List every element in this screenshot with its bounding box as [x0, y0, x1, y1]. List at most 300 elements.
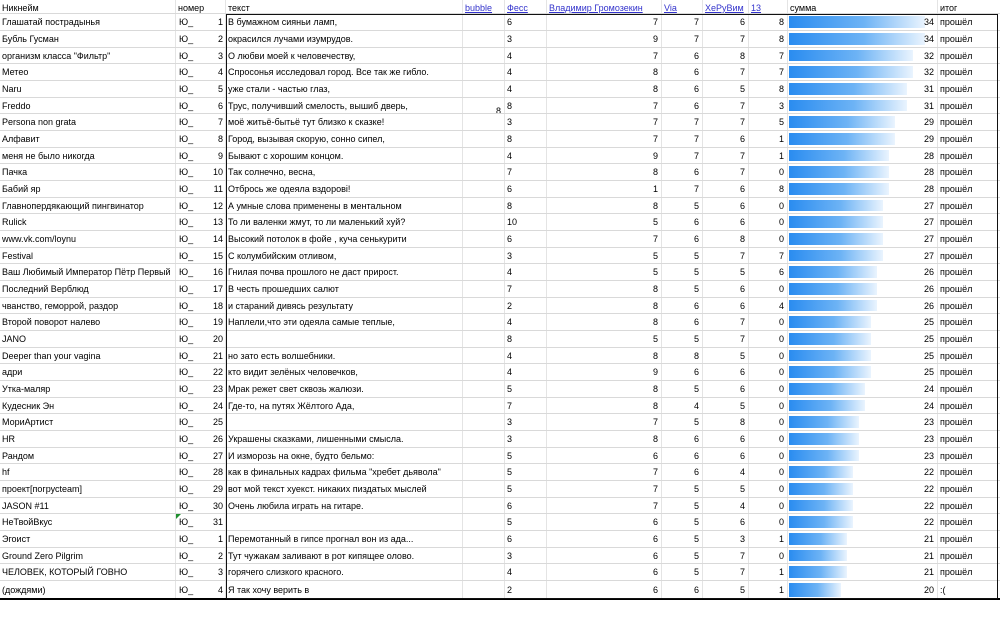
- fess-link[interactable]: Фесс: [507, 3, 528, 13]
- bubble-cell[interactable]: [463, 464, 505, 480]
- header-13[interactable]: [749, 0, 788, 13]
- via-cell[interactable]: [662, 64, 703, 80]
- result-cell[interactable]: [938, 214, 1000, 230]
- thirteen-cell[interactable]: [749, 414, 788, 430]
- number-cell[interactable]: [176, 148, 226, 163]
- sum-cell[interactable]: [788, 481, 938, 497]
- herum-cell[interactable]: [703, 264, 749, 280]
- via-cell[interactable]: [662, 148, 703, 163]
- sum-cell[interactable]: [788, 514, 938, 530]
- text-cell[interactable]: [226, 531, 463, 547]
- via-cell[interactable]: [662, 81, 703, 97]
- vladimir-cell[interactable]: [547, 498, 662, 513]
- via-cell[interactable]: [662, 331, 703, 347]
- via-cell[interactable]: [662, 31, 703, 47]
- text-cell[interactable]: [226, 214, 463, 230]
- result-cell[interactable]: [938, 114, 1000, 130]
- nickname-cell[interactable]: [0, 264, 176, 280]
- result-cell[interactable]: [938, 564, 1000, 580]
- sum-cell[interactable]: [788, 331, 938, 347]
- text-cell[interactable]: [226, 464, 463, 480]
- thirteen-cell[interactable]: [749, 331, 788, 347]
- nickname-cell[interactable]: [0, 14, 176, 30]
- vladimir-cell[interactable]: [547, 248, 662, 263]
- vladimir-cell[interactable]: [547, 348, 662, 363]
- thirteen-cell[interactable]: [749, 498, 788, 513]
- result-cell[interactable]: [938, 581, 1000, 599]
- text-cell[interactable]: [226, 431, 463, 447]
- sum-cell[interactable]: [788, 348, 938, 363]
- fess-cell[interactable]: [505, 548, 547, 563]
- bubble-link[interactable]: bubble: [465, 3, 493, 13]
- herum-cell[interactable]: [703, 64, 749, 80]
- text-cell[interactable]: [226, 14, 463, 30]
- vladimir-cell[interactable]: [547, 514, 662, 530]
- number-cell[interactable]: [176, 481, 226, 497]
- fess-cell[interactable]: [505, 498, 547, 513]
- herum-cell[interactable]: [703, 314, 749, 330]
- header-sum[interactable]: сумма: [788, 0, 938, 13]
- number-cell[interactable]: [176, 531, 226, 547]
- herum-cell[interactable]: [703, 248, 749, 263]
- number-cell[interactable]: [176, 331, 226, 347]
- sum-cell[interactable]: [788, 48, 938, 63]
- number-cell[interactable]: [176, 448, 226, 463]
- thirteen-cell[interactable]: [749, 281, 788, 297]
- thirteen-cell[interactable]: [749, 181, 788, 197]
- vladimir-cell[interactable]: [547, 398, 662, 413]
- via-cell[interactable]: [662, 98, 703, 113]
- bubble-cell[interactable]: [463, 14, 505, 30]
- fess-cell[interactable]: [505, 231, 547, 247]
- result-cell[interactable]: [938, 181, 1000, 197]
- text-cell[interactable]: [226, 581, 463, 599]
- text-cell[interactable]: [226, 564, 463, 580]
- fess-cell[interactable]: [505, 114, 547, 130]
- herum-cell[interactable]: [703, 548, 749, 563]
- result-cell[interactable]: [938, 464, 1000, 480]
- sum-cell[interactable]: [788, 314, 938, 330]
- thirteen-cell[interactable]: [749, 464, 788, 480]
- nickname-cell[interactable]: [0, 531, 176, 547]
- nickname-cell[interactable]: [0, 364, 176, 380]
- herum-cell[interactable]: [703, 231, 749, 247]
- sum-cell[interactable]: [788, 14, 938, 30]
- vladimir-cell[interactable]: [547, 281, 662, 297]
- text-cell[interactable]: [226, 264, 463, 280]
- fess-cell[interactable]: [505, 481, 547, 497]
- fess-cell[interactable]: [505, 364, 547, 380]
- result-cell[interactable]: [938, 498, 1000, 513]
- nickname-cell[interactable]: [0, 448, 176, 463]
- sum-cell[interactable]: [788, 531, 938, 547]
- fess-cell[interactable]: [505, 81, 547, 97]
- text-cell[interactable]: [226, 248, 463, 263]
- bubble-cell[interactable]: [463, 348, 505, 363]
- number-cell[interactable]: [176, 31, 226, 47]
- vladimir-cell[interactable]: [547, 31, 662, 47]
- via-cell[interactable]: [662, 581, 703, 599]
- via-cell[interactable]: [662, 364, 703, 380]
- text-cell[interactable]: [226, 514, 463, 530]
- bubble-cell[interactable]: [463, 298, 505, 313]
- via-cell[interactable]: [662, 448, 703, 463]
- bubble-cell[interactable]: [463, 448, 505, 463]
- via-cell[interactable]: [662, 314, 703, 330]
- header-vladimir[interactable]: [547, 0, 662, 13]
- number-cell[interactable]: [176, 14, 226, 30]
- herum-cell[interactable]: [703, 181, 749, 197]
- fess-cell[interactable]: [505, 314, 547, 330]
- thirteen-cell[interactable]: [749, 448, 788, 463]
- nickname-cell[interactable]: [0, 214, 176, 230]
- result-cell[interactable]: [938, 264, 1000, 280]
- bubble-cell[interactable]: [463, 531, 505, 547]
- vladimir-cell[interactable]: [547, 64, 662, 80]
- text-cell[interactable]: [226, 31, 463, 47]
- number-cell[interactable]: [176, 131, 226, 147]
- herum-cell[interactable]: [703, 464, 749, 480]
- thirteen-cell[interactable]: [749, 431, 788, 447]
- bubble-cell[interactable]: [463, 114, 505, 130]
- text-cell[interactable]: [226, 181, 463, 197]
- result-cell[interactable]: [938, 364, 1000, 380]
- text-cell[interactable]: [226, 348, 463, 363]
- via-link[interactable]: Via: [664, 3, 677, 13]
- result-cell[interactable]: [938, 298, 1000, 313]
- number-cell[interactable]: [176, 248, 226, 263]
- number-cell[interactable]: [176, 514, 226, 530]
- herum-cell[interactable]: [703, 148, 749, 163]
- sum-cell[interactable]: [788, 298, 938, 313]
- via-cell[interactable]: [662, 381, 703, 397]
- herum-cell[interactable]: [703, 364, 749, 380]
- fess-cell[interactable]: [505, 531, 547, 547]
- text-cell[interactable]: [226, 114, 463, 130]
- text-cell[interactable]: [226, 398, 463, 413]
- thirteen-cell[interactable]: [749, 81, 788, 97]
- result-cell[interactable]: [938, 431, 1000, 447]
- thirteen-cell[interactable]: [749, 398, 788, 413]
- via-cell[interactable]: [662, 198, 703, 213]
- nickname-cell[interactable]: [0, 548, 176, 563]
- fess-cell[interactable]: [505, 31, 547, 47]
- thirteen-cell[interactable]: [749, 314, 788, 330]
- fess-cell[interactable]: [505, 198, 547, 213]
- vladimir-cell[interactable]: [547, 114, 662, 130]
- text-cell[interactable]: [226, 498, 463, 513]
- bubble-cell[interactable]: [463, 581, 505, 599]
- number-cell[interactable]: [176, 398, 226, 413]
- text-cell[interactable]: [226, 48, 463, 63]
- sum-cell[interactable]: [788, 448, 938, 463]
- nickname-cell[interactable]: [0, 331, 176, 347]
- sum-cell[interactable]: [788, 498, 938, 513]
- nickname-cell[interactable]: [0, 298, 176, 313]
- herum-cell[interactable]: [703, 431, 749, 447]
- nickname-cell[interactable]: [0, 98, 176, 113]
- thirteen-cell[interactable]: [749, 148, 788, 163]
- fess-cell[interactable]: [505, 14, 547, 30]
- number-cell[interactable]: [176, 164, 226, 180]
- via-cell[interactable]: [662, 214, 703, 230]
- herum-cell[interactable]: [703, 398, 749, 413]
- bubble-cell[interactable]: [463, 314, 505, 330]
- fess-cell[interactable]: [505, 248, 547, 263]
- sum-cell[interactable]: [788, 581, 938, 599]
- herum-cell[interactable]: [703, 198, 749, 213]
- vladimir-cell[interactable]: [547, 148, 662, 163]
- header-result[interactable]: итог: [940, 3, 958, 13]
- vladimir-cell[interactable]: [547, 548, 662, 563]
- vladimir-cell[interactable]: [547, 414, 662, 430]
- result-cell[interactable]: [938, 14, 1000, 30]
- via-cell[interactable]: [662, 431, 703, 447]
- sum-cell[interactable]: [788, 98, 938, 113]
- herum-cell[interactable]: [703, 298, 749, 313]
- vladimir-cell[interactable]: [547, 448, 662, 463]
- number-cell[interactable]: [176, 281, 226, 297]
- bubble-cell[interactable]: [463, 264, 505, 280]
- thirteen-cell[interactable]: [749, 31, 788, 47]
- bubble-cell[interactable]: [463, 81, 505, 97]
- sum-cell[interactable]: [788, 81, 938, 97]
- sum-cell[interactable]: [788, 64, 938, 80]
- fess-cell[interactable]: [505, 264, 547, 280]
- bubble-cell[interactable]: [463, 564, 505, 580]
- text-cell[interactable]: [226, 281, 463, 297]
- vladimir-cell[interactable]: [547, 481, 662, 497]
- number-cell[interactable]: [176, 198, 226, 213]
- text-cell[interactable]: [226, 64, 463, 80]
- fess-cell[interactable]: [505, 398, 547, 413]
- vladimir-cell[interactable]: [547, 464, 662, 480]
- via-cell[interactable]: [662, 114, 703, 130]
- fess-cell[interactable]: [505, 381, 547, 397]
- thirteen-link[interactable]: 13: [751, 3, 762, 13]
- result-cell[interactable]: [938, 31, 1000, 47]
- text-cell[interactable]: [226, 81, 463, 97]
- nickname-cell[interactable]: [0, 348, 176, 363]
- thirteen-cell[interactable]: [749, 214, 788, 230]
- sum-cell[interactable]: [788, 181, 938, 197]
- result-cell[interactable]: [938, 381, 1000, 397]
- fess-cell[interactable]: [505, 581, 547, 599]
- thirteen-cell[interactable]: [749, 264, 788, 280]
- herum-cell[interactable]: [703, 498, 749, 513]
- result-cell[interactable]: [938, 131, 1000, 147]
- bubble-cell[interactable]: [463, 131, 505, 147]
- fess-cell[interactable]: [505, 281, 547, 297]
- via-cell[interactable]: [662, 564, 703, 580]
- nickname-cell[interactable]: [0, 181, 176, 197]
- nickname-cell[interactable]: [0, 581, 176, 599]
- number-cell[interactable]: [176, 564, 226, 580]
- herum-cell[interactable]: [703, 114, 749, 130]
- vladimir-cell[interactable]: [547, 364, 662, 380]
- vladimir-cell[interactable]: [547, 214, 662, 230]
- herum-cell[interactable]: [703, 214, 749, 230]
- nickname-cell[interactable]: [0, 414, 176, 430]
- result-cell[interactable]: [938, 148, 1000, 163]
- nickname-cell[interactable]: [0, 148, 176, 163]
- thirteen-cell[interactable]: [749, 98, 788, 113]
- nickname-cell[interactable]: [0, 281, 176, 297]
- sum-cell[interactable]: [788, 281, 938, 297]
- result-cell[interactable]: [938, 281, 1000, 297]
- result-cell[interactable]: [938, 348, 1000, 363]
- fess-cell[interactable]: [505, 298, 547, 313]
- thirteen-cell[interactable]: [749, 531, 788, 547]
- via-cell[interactable]: [662, 164, 703, 180]
- bubble-cell[interactable]: [463, 164, 505, 180]
- bubble-cell[interactable]: [463, 481, 505, 497]
- fess-cell[interactable]: [505, 564, 547, 580]
- sum-cell[interactable]: [788, 381, 938, 397]
- nickname-cell[interactable]: [0, 248, 176, 263]
- via-cell[interactable]: [662, 48, 703, 63]
- fess-cell[interactable]: [505, 64, 547, 80]
- sum-cell[interactable]: [788, 148, 938, 163]
- nickname-cell[interactable]: [0, 114, 176, 130]
- result-cell[interactable]: [938, 414, 1000, 430]
- thirteen-cell[interactable]: [749, 248, 788, 263]
- vladimir-cell[interactable]: [547, 581, 662, 599]
- header-bubble[interactable]: [463, 0, 505, 13]
- herum-cell[interactable]: [703, 414, 749, 430]
- text-cell[interactable]: [226, 131, 463, 147]
- result-cell[interactable]: [938, 548, 1000, 563]
- nickname-cell[interactable]: [0, 198, 176, 213]
- bubble-cell[interactable]: [463, 498, 505, 513]
- bubble-cell[interactable]: [463, 364, 505, 380]
- number-cell[interactable]: [176, 548, 226, 563]
- thirteen-cell[interactable]: [749, 131, 788, 147]
- herum-cell[interactable]: [703, 98, 749, 113]
- nickname-cell[interactable]: [0, 514, 176, 530]
- via-cell[interactable]: [662, 464, 703, 480]
- number-cell[interactable]: [176, 48, 226, 63]
- fess-cell[interactable]: [505, 514, 547, 530]
- thirteen-cell[interactable]: [749, 64, 788, 80]
- fess-cell[interactable]: [505, 448, 547, 463]
- number-cell[interactable]: [176, 181, 226, 197]
- number-cell[interactable]: [176, 498, 226, 513]
- text-cell[interactable]: [226, 98, 463, 113]
- bubble-cell[interactable]: [463, 548, 505, 563]
- sum-cell[interactable]: [788, 114, 938, 130]
- vladimir-cell[interactable]: [547, 314, 662, 330]
- sum-cell[interactable]: [788, 364, 938, 380]
- text-cell[interactable]: [226, 414, 463, 430]
- vladimir-cell[interactable]: [547, 48, 662, 63]
- nickname-cell[interactable]: [0, 464, 176, 480]
- result-cell[interactable]: [938, 448, 1000, 463]
- herum-cell[interactable]: [703, 31, 749, 47]
- vladimir-cell[interactable]: [547, 181, 662, 197]
- number-cell[interactable]: [176, 381, 226, 397]
- sum-cell[interactable]: [788, 248, 938, 263]
- herum-cell[interactable]: [703, 481, 749, 497]
- sum-cell[interactable]: [788, 564, 938, 580]
- text-cell[interactable]: [226, 314, 463, 330]
- text-cell[interactable]: [226, 148, 463, 163]
- bubble-cell[interactable]: [463, 231, 505, 247]
- sum-cell[interactable]: [788, 131, 938, 147]
- via-cell[interactable]: [662, 248, 703, 263]
- bubble-cell[interactable]: [463, 248, 505, 263]
- nickname-cell[interactable]: [0, 48, 176, 63]
- text-cell[interactable]: [226, 364, 463, 380]
- result-cell[interactable]: [938, 231, 1000, 247]
- text-cell[interactable]: [226, 481, 463, 497]
- herum-cell[interactable]: [703, 381, 749, 397]
- via-cell[interactable]: [662, 131, 703, 147]
- herum-cell[interactable]: [703, 14, 749, 30]
- bubble-cell[interactable]: [463, 48, 505, 63]
- thirteen-cell[interactable]: [749, 364, 788, 380]
- bubble-cell[interactable]: [463, 64, 505, 80]
- result-cell[interactable]: [938, 81, 1000, 97]
- text-cell[interactable]: [226, 548, 463, 563]
- nickname-cell[interactable]: [0, 564, 176, 580]
- result-cell[interactable]: [938, 531, 1000, 547]
- sum-cell[interactable]: [788, 464, 938, 480]
- bubble-cell[interactable]: [463, 214, 505, 230]
- text-cell[interactable]: [226, 381, 463, 397]
- thirteen-cell[interactable]: [749, 298, 788, 313]
- result-cell[interactable]: [938, 98, 1000, 113]
- bubble-cell[interactable]: [463, 431, 505, 447]
- bubble-cell[interactable]: [463, 198, 505, 213]
- fess-cell[interactable]: [505, 414, 547, 430]
- vladimir-cell[interactable]: [547, 431, 662, 447]
- fess-cell[interactable]: [505, 48, 547, 63]
- sum-cell[interactable]: [788, 548, 938, 563]
- number-cell[interactable]: [176, 231, 226, 247]
- fess-cell[interactable]: [505, 348, 547, 363]
- bubble-cell[interactable]: [463, 31, 505, 47]
- thirteen-cell[interactable]: [749, 14, 788, 30]
- sum-cell[interactable]: [788, 198, 938, 213]
- result-cell[interactable]: [938, 248, 1000, 263]
- via-cell[interactable]: [662, 14, 703, 30]
- result-cell[interactable]: [938, 314, 1000, 330]
- thirteen-cell[interactable]: [749, 348, 788, 363]
- fess-cell[interactable]: [505, 431, 547, 447]
- sum-cell[interactable]: [788, 414, 938, 430]
- vladimir-cell[interactable]: [547, 81, 662, 97]
- text-cell[interactable]: [226, 331, 463, 347]
- via-cell[interactable]: [662, 414, 703, 430]
- nickname-cell[interactable]: [0, 231, 176, 247]
- herum-cell[interactable]: [703, 281, 749, 297]
- nickname-cell[interactable]: [0, 81, 176, 97]
- vladimir-cell[interactable]: [547, 231, 662, 247]
- thirteen-cell[interactable]: [749, 164, 788, 180]
- number-cell[interactable]: [176, 264, 226, 280]
- sum-cell[interactable]: [788, 231, 938, 247]
- sum-cell[interactable]: [788, 264, 938, 280]
- number-cell[interactable]: [176, 414, 226, 430]
- fess-cell[interactable]: [505, 331, 547, 347]
- vladimir-cell[interactable]: [547, 531, 662, 547]
- herum-link[interactable]: ХеРуВим: [705, 3, 744, 13]
- thirteen-cell[interactable]: [749, 548, 788, 563]
- number-cell[interactable]: [176, 64, 226, 80]
- nickname-cell[interactable]: [0, 431, 176, 447]
- via-cell[interactable]: [662, 348, 703, 363]
